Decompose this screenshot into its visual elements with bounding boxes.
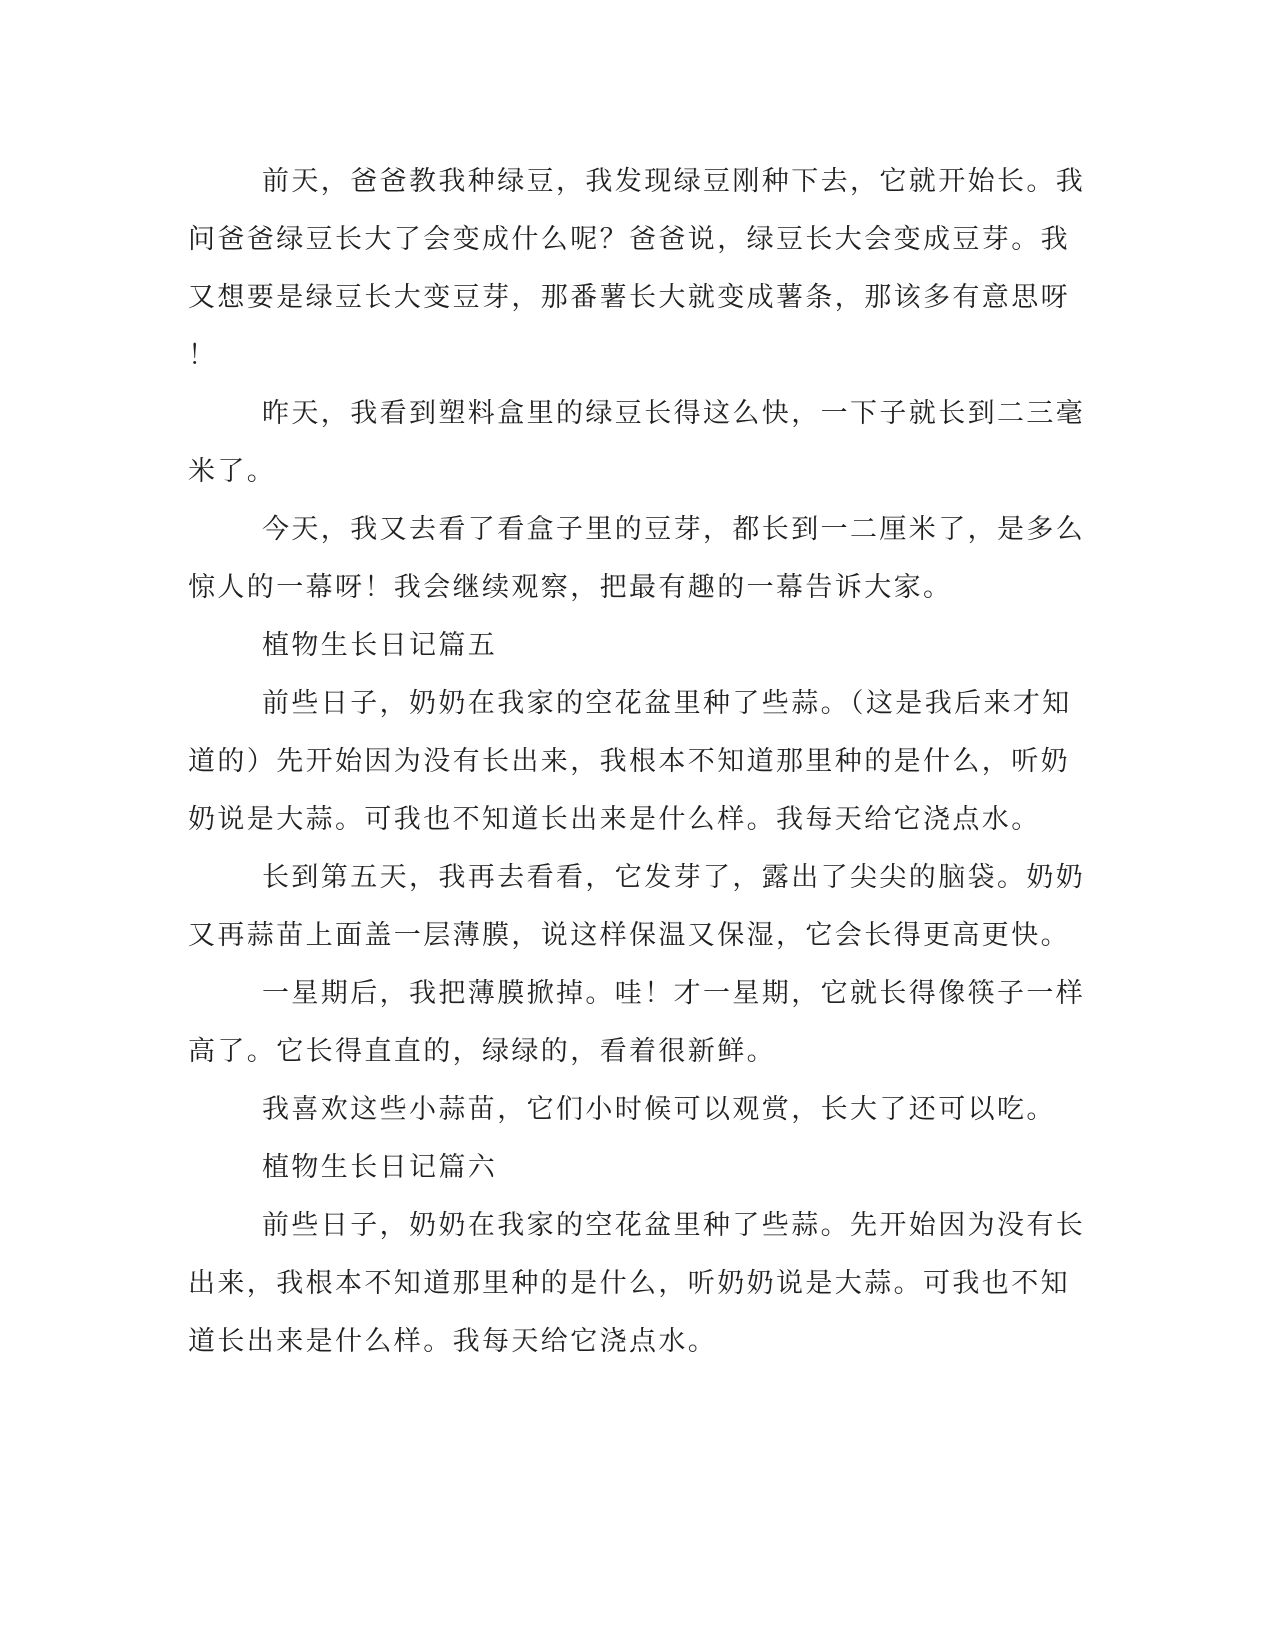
paragraph-line: ！ bbox=[188, 340, 218, 371]
paragraph-line: 今天，我又去看了看盒子里的豆芽，都长到一二厘米了，是多么 bbox=[262, 514, 1086, 545]
paragraph-line: 道长出来是什么样。我每天给它浇点水。 bbox=[188, 1326, 718, 1357]
paragraph-line: 道的）先开始因为没有长出来，我根本不知道那里种的是什么，听奶 bbox=[188, 746, 1070, 777]
paragraph-line: 我喜欢这些小蒜苗，它们小时候可以观赏，长大了还可以吃。 bbox=[262, 1094, 1056, 1125]
paragraph-line: 长到第五天，我再去看看，它发芽了，露出了尖尖的脑袋。奶奶 bbox=[262, 862, 1086, 893]
paragraph-line: 前些日子，奶奶在我家的空花盆里种了些蒜。先开始因为没有长 bbox=[262, 1210, 1086, 1241]
paragraph-line: 高了。它长得直直的，绿绿的，看着很新鲜。 bbox=[188, 1036, 776, 1067]
paragraph-line: 昨天，我看到塑料盒里的绿豆长得这么快，一下子就长到二三毫 bbox=[262, 398, 1086, 429]
paragraph-line: 问爸爸绿豆长大了会变成什么呢？爸爸说，绿豆长大会变成豆芽。我 bbox=[188, 224, 1070, 255]
paragraph-line: 惊人的一幕呀！我会继续观察，把最有趣的一幕告诉大家。 bbox=[188, 572, 953, 603]
section-heading: 植物生长日记篇五 bbox=[262, 630, 498, 661]
paragraph-line: 一星期后，我把薄膜掀掉。哇！才一星期，它就长得像筷子一样 bbox=[262, 978, 1086, 1009]
paragraph-line: 又再蒜苗上面盖一层薄膜，说这样保温又保湿，它会长得更高更快。 bbox=[188, 920, 1070, 951]
paragraph-line: 又想要是绿豆长大变豆芽，那番薯长大就变成薯条，那该多有意思呀 bbox=[188, 282, 1070, 313]
paragraph-line: 前些日子，奶奶在我家的空花盆里种了些蒜。（这是我后来才知 bbox=[262, 688, 1072, 719]
paragraph-line: 前天，爸爸教我种绿豆，我发现绿豆刚种下去，它就开始长。我 bbox=[262, 166, 1086, 197]
paragraph-line: 出来，我根本不知道那里种的是什么，听奶奶说是大蒜。可我也不知 bbox=[188, 1268, 1070, 1299]
section-heading: 植物生长日记篇六 bbox=[262, 1152, 498, 1183]
paragraph-line: 米了。 bbox=[188, 456, 277, 487]
paragraph-line: 奶说是大蒜。可我也不知道长出来是什么样。我每天给它浇点水。 bbox=[188, 804, 1041, 835]
